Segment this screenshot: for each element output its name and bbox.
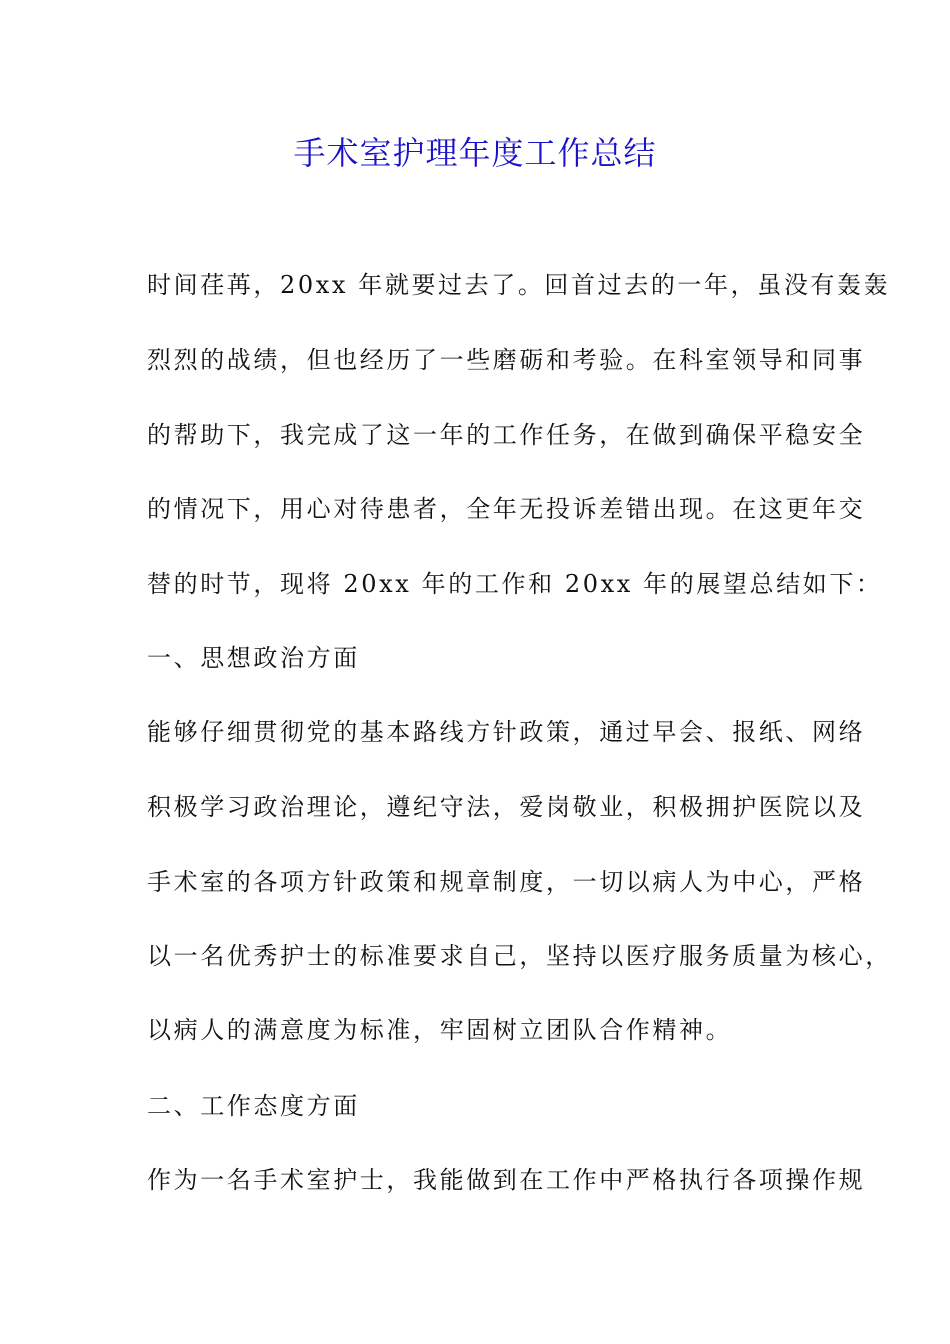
paragraph-line: 以一名优秀护士的标准要求自己，坚持以医疗服务质量为核心， [147, 942, 892, 970]
paragraph-line: 烈烈的战绩，但也经历了一些磨砺和考验。在科室领导和同事 [147, 346, 866, 374]
paragraph-line: 以病人的满意度为标准，牢固树立团队合作精神。 [147, 1016, 733, 1044]
paragraph-line: 的情况下，用心对待患者，全年无投诉差错出现。在这更年交 [147, 495, 866, 523]
paragraph-line: 能够仔细贯彻党的基本路线方针政策，通过早会、报纸、网络 [147, 718, 866, 746]
section-heading: 二、工作态度方面 [147, 1092, 360, 1120]
paragraph-line: 的帮助下，我完成了这一年的工作任务，在做到确保平稳安全 [147, 421, 866, 449]
paragraph-line: 手术室的各项方针政策和规章制度，一切以病人为中心，严格 [147, 868, 866, 896]
section-heading: 一、思想政治方面 [147, 644, 360, 672]
paragraph-line: 替的时节，现将 20xx 年的工作和 20xx 年的展望总结如下： [147, 570, 883, 598]
paragraph-line: 时间荏苒，20xx 年就要过去了。回首过去的一年，虽没有轰轰 [147, 271, 891, 299]
document-title: 手术室护理年度工作总结 [293, 134, 657, 172]
paragraph-line: 作为一名手术室护士，我能做到在工作中严格执行各项操作规 [147, 1166, 866, 1194]
paragraph-line: 积极学习政治理论，遵纪守法，爱岗敬业，积极拥护医院以及 [147, 793, 866, 821]
